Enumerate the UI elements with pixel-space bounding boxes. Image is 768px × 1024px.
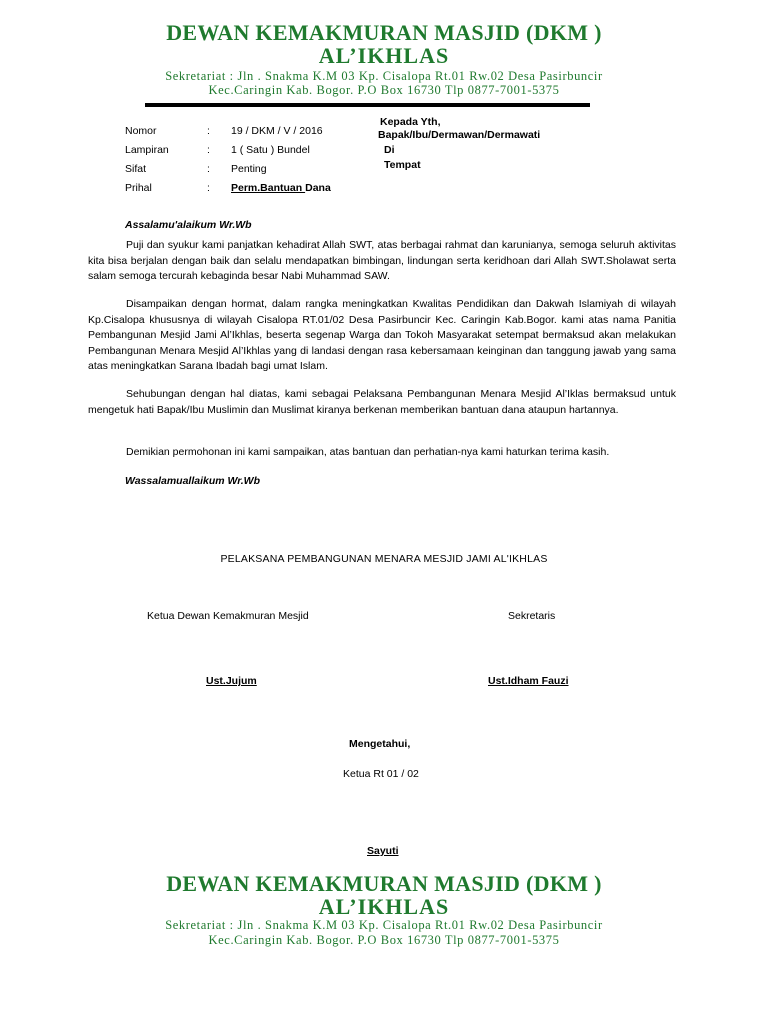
left-signatory-role: Ketua Dewan Kemakmuran Mesjid [147, 610, 309, 622]
letterhead-address-line1: Sekretariat : Jln . Snakma K.M 03 Kp. Cisalopa Rt.01 Rw.02 Desa Pasirbuncir [165, 69, 603, 83]
recipient-line4: Tempat [384, 159, 421, 171]
meta-label-lampiran: Lampiran [125, 144, 169, 156]
recipient-line1: Kepada Yth, [380, 116, 441, 128]
meta-value-prihal-rest: Dana [305, 182, 331, 194]
right-signatory-name: Ust.Idham Fauzi [488, 675, 569, 687]
meta-label-sifat: Sifat [125, 163, 147, 175]
meta-sep: : [207, 144, 210, 156]
meta-sep: : [207, 182, 210, 194]
acknowledged-label: Mengetahui, [349, 738, 411, 750]
meta-sep: : [207, 125, 210, 137]
paragraph-4 [88, 445, 676, 461]
meta-value-prihal [231, 182, 331, 194]
recipient-line2: Bapak/Ibu/Dermawan/Dermawati [378, 129, 541, 141]
letterhead-title: DEWAN KEMAKMURAN MASJID (DKM ) [166, 20, 602, 45]
footer-letterhead-title: DEWAN KEMAKMURAN MASJID (DKM ) [166, 871, 602, 896]
greeting: Assalamu'alaikum Wr.Wb [125, 219, 252, 231]
footer-letterhead-address-line2: Kec.Caringin Kab. Bogor. P.O Box 16730 Tlp 0877-7001-5375 [208, 933, 560, 947]
letterhead-address-line2: Kec.Caringin Kab. Bogor. P.O Box 16730 Tlp 0877-7001-5375 [208, 83, 560, 97]
meta-label-prihal: Prihal [125, 182, 152, 194]
letterhead-subtitle: AL’IKHLAS [318, 43, 450, 68]
rt-signatory-name: Sayuti [367, 845, 399, 857]
closing: Wassalamuallaikum Wr.Wb [125, 475, 260, 487]
left-signatory-name: Ust.Jujum [206, 675, 257, 687]
paragraph-2 [88, 297, 676, 375]
letterhead-divider [145, 103, 590, 107]
committee-title: PELAKSANA PEMBANGUNAN MENARA MESJID JAMI AL'IKHLAS [220, 553, 548, 565]
paragraph-3 [88, 387, 676, 418]
meta-value-prihal-underlined: Perm.Bantuan [231, 182, 306, 194]
rt-signatory-role: Ketua Rt 01 / 02 [343, 768, 419, 780]
paragraph-1-text: Puji dan syukur kami panjatkan kehadirat Allah SWT, atas berbagai rahmat dan karunianya, semoga seluruh aktivitas kita bisa berjalan dengan baik dan selalu mendapatkan bimbingan, lindungan serta keridhoan dari Allah SWT.Sholawat serta salam semoga tercurah kebaginda besar Nabi Muhammad SAW. [88, 239, 676, 282]
meta-label-nomor: Nomor [125, 125, 157, 137]
footer-letterhead-address-line1: Sekretariat : Jln . Snakma K.M 03 Kp. Cisalopa Rt.01 Rw.02 Desa Pasirbuncir [165, 918, 603, 932]
paragraph-4-text: Demikian permohonan ini kami sampaikan, atas bantuan dan perhatian-nya kami haturkan terima kasih. [126, 446, 610, 458]
footer-letterhead-subtitle: AL’IKHLAS [318, 894, 450, 919]
recipient-line3: Di [384, 144, 395, 156]
meta-value-lampiran: 1 ( Satu ) Bundel [231, 144, 310, 156]
paragraph-2-text: Disampaikan dengan hormat, dalam rangka meningkatkan Kwalitas Pendidikan dan Dakwah Islamiyah di wilayah Kp.Cisalopa khususnya di wilayah Cisalopa RT.01/02 Desa Pasirbuncir Kec. Caringin Kab.Bogor. kami atas nama Panitia Pembangunan Mesjid Jami Al’Ikhlas, beserta segenap Warga dan Tokoh Masyarakat setempat bermaksud akan melakukan Pembangunan Menara Mesjid Al’Ikhlas yang di landasi dengan rasa kebersamaan keinginan dan tanggung jawab yang sama atas meningkatkan Sarana Ibadah bagi umat Islam. [88, 298, 676, 372]
meta-value-nomor: 19 / DKM / V / 2016 [231, 125, 323, 137]
right-signatory-role: Sekretaris [508, 610, 556, 622]
meta-value-sifat: Penting [231, 163, 267, 175]
paragraph-3-text: Sehubungan dengan hal diatas, kami sebagai Pelaksana Pembangunan Menara Mesjid Al’Iklas bermaksud untuk mengetuk hati Bapak/Ibu Muslimin dan Muslimat kiranya berkenan memberikan bantuan dana ataupun hartannya. [88, 388, 676, 416]
meta-sep: : [207, 163, 210, 175]
paragraph-1 [88, 238, 676, 285]
